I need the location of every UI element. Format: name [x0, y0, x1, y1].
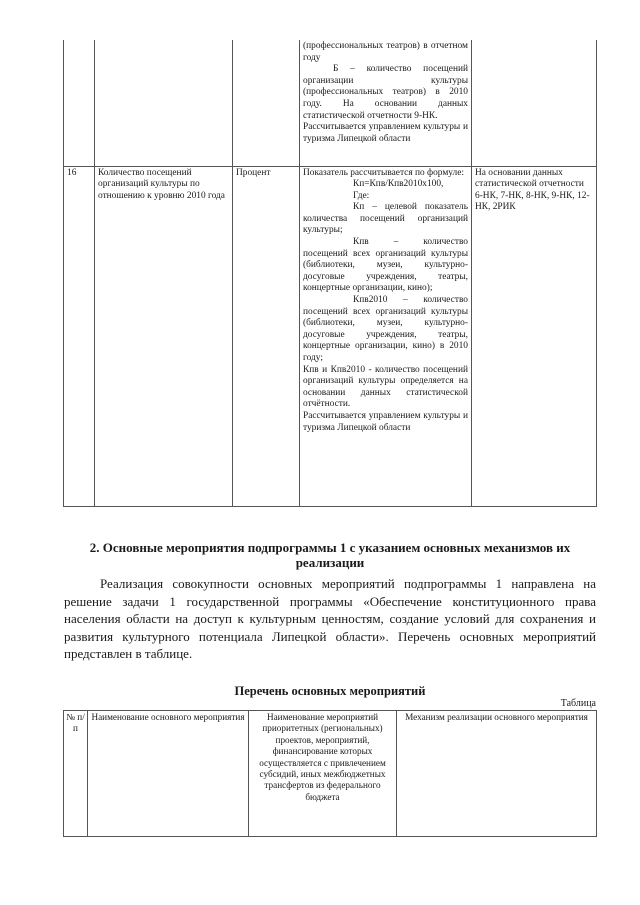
text-line: Кпв2010 – количество посещений всех организаций культуры (библиотеки, музеи, культурно-досуговые учреждения, театры, концертные организации, кино) в 2010 году;	[303, 295, 468, 363]
text-line: Кп – целевой показатель количества посещений организаций культуры;	[303, 202, 468, 236]
table-row	[64, 40, 597, 166]
events-table	[63, 710, 597, 837]
indicators-table	[63, 40, 597, 507]
header-project-events: Наименование мероприятий приоритетных (региональных) проектов, мероприятий, финансирование которых осуществляется с привлечением субсидий, иных межбюджетных трансфертов из федерального бюджета	[249, 711, 397, 837]
table-cell	[64, 40, 95, 166]
row-number: 16	[64, 166, 95, 506]
section-title: 2. Основные мероприятия подпрограммы 1 с указанием основных механизмов их реализации	[89, 540, 571, 570]
header-main-event: Наименование основного мероприятия	[88, 711, 249, 837]
text-line: (профессиональных театров) в отчетном году	[303, 41, 468, 63]
table-cell	[95, 40, 233, 166]
table-cell	[472, 40, 597, 166]
formula: Кп=Кпв/Кпв2010х100,	[353, 179, 444, 190]
table-header-row	[64, 711, 597, 837]
text-line: Где:	[353, 190, 370, 201]
indicator-name: Количество посещений организаций культуры по отношению к уровню 2010 года	[95, 166, 233, 506]
table-cell	[300, 40, 472, 166]
events-table-title: Перечень основных мероприятий	[234, 684, 426, 698]
calculation-method	[300, 166, 472, 506]
text-line: Рассчитывается управлением культуры и туризма Липецкой области	[303, 410, 468, 433]
text-line: Кпв – количество посещений всех организаций культуры (библиотеки, музеи, культурно-досуговые учреждения, театры, концертные организации, кино);	[303, 237, 468, 294]
text-line: Показатель рассчитывается по формуле:	[303, 167, 464, 178]
text-line: Кпв и Кпв2010 - количество посещений организаций культуры определяется на основании данных статистической отчётности.	[303, 364, 468, 410]
table-row	[64, 166, 597, 506]
text-line: Рассчитывается управлением культуры и туризма Липецкой области	[303, 122, 468, 144]
text-line: Б – количество посещений организации культуры (профессиональных театров) в 2010 году. На основании данных статистической отчетности 9-НК.	[303, 64, 468, 121]
header-number: № п/п	[64, 711, 88, 837]
table-label: Таблица	[560, 698, 596, 709]
data-source: На основании данных статистической отчетности 6-НК, 7-НК, 8-НК, 9-НК, 12-НК, 2РИК	[472, 166, 597, 506]
indicator-unit: Процент	[233, 166, 300, 506]
section-paragraph: Реализация совокупности основных мероприятий подпрограммы 1 направлена на решение задачи 1 государственной программы «Обеспечение конституционного права населения области на доступ к культурным ценностям, создание условий для сохранения и развития культурного потенциала Липецкой области». Перечень основных мероприятий представлен в таблице.	[64, 576, 596, 662]
header-mechanism: Механизм реализации основного мероприятия	[397, 711, 597, 837]
table-cell	[233, 40, 300, 166]
